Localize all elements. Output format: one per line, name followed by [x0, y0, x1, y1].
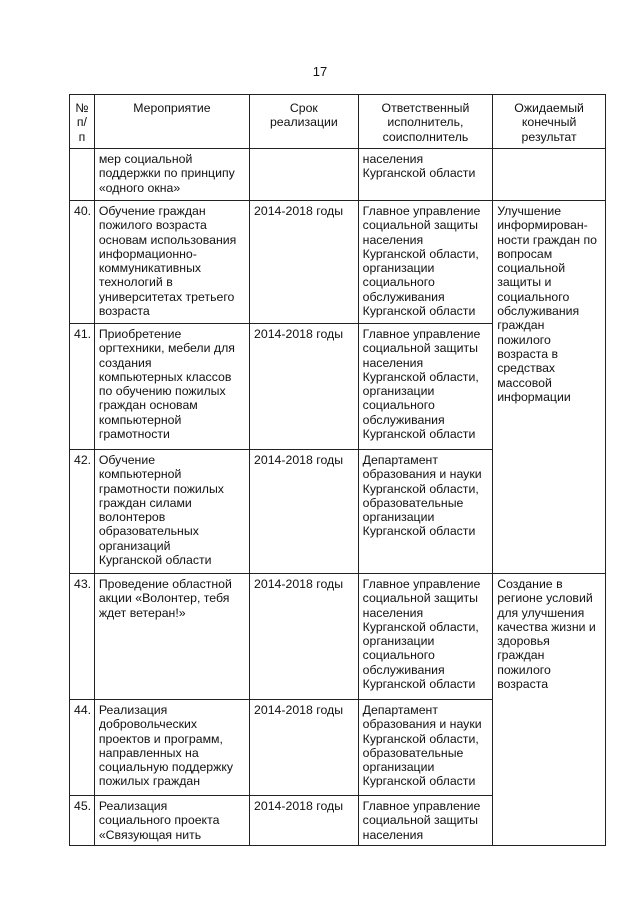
- row-executor: Главное управление социальной защиты населения Курганской области, организации социального обслуживания Курганской области: [358, 574, 493, 700]
- activities-table: [69, 94, 606, 846]
- header-num: № п/п: [70, 95, 95, 149]
- row-executor: Департамент образования и науки Курганской области, образовательные организации Курганской области: [358, 700, 493, 796]
- row-num: 43.: [70, 574, 95, 700]
- table-row: [70, 149, 606, 201]
- row-activity: мер социальной поддержки по принципу «одного окна»: [94, 149, 249, 201]
- header-result: Ожидаемый конечный результат: [493, 95, 606, 149]
- table-header-row: [70, 95, 606, 149]
- header-term: Срок реализации: [250, 95, 359, 149]
- row-executor: населения Курганской области: [358, 149, 493, 201]
- row-num: 44.: [70, 700, 95, 796]
- row-num: 41.: [70, 324, 95, 450]
- row-term: 2014-2018 годы: [250, 796, 359, 846]
- row-term: 2014-2018 годы: [250, 324, 359, 450]
- row-activity: Обучение компьютерной грамотности пожилых граждан силами волонтеров образовательных организаций Курганской области: [94, 450, 249, 574]
- row-executor: Департамент образования и науки Курганской области, образовательные организации Курганской области: [358, 450, 493, 574]
- merged-result-information: Улучшение информирован- ности граждан по вопросам социальной защиты и социального обслуживания граждан пожилого возраста в средствах массовой информации: [493, 201, 606, 574]
- row-executor: Главное управление социальной защиты населения: [358, 796, 493, 846]
- row-num: 45.: [70, 796, 95, 846]
- page-number: 17: [312, 64, 328, 79]
- row-num: 42.: [70, 450, 95, 574]
- row-activity: Обучение граждан пожилого возраста основам использования информационно- коммуникативных технологий в университетах третьего возраста: [94, 201, 249, 324]
- row-term: 2014-2018 годы: [250, 700, 359, 796]
- header-activity: Мероприятие: [94, 95, 249, 149]
- row-activity: Проведение областной акции «Волонтер, тебя ждет ветеран!»: [94, 574, 249, 700]
- row-executor: Главное управление социальной защиты населения Курганской области, организации социального обслуживания Курганской области: [358, 201, 493, 324]
- table-row: [70, 201, 606, 324]
- row-activity: Реализация добровольческих проектов и программ, направленных на социальную поддержку пожилых граждан: [94, 700, 249, 796]
- row-executor: Главное управление социальной защиты населения Курганской области, организации социального обслуживания Курганской области: [358, 324, 493, 450]
- table-row: [70, 574, 606, 700]
- row-activity: Реализация социального проекта «Связующая нить: [94, 796, 249, 846]
- row-num: 40.: [70, 201, 95, 324]
- row-num: [70, 149, 95, 201]
- row-term: 2014-2018 годы: [250, 450, 359, 574]
- row-result: [493, 149, 606, 201]
- merged-result-quality-of-life: Создание в регионе условий для улучшения качества жизни и здоровья граждан пожилого возраста: [493, 574, 606, 846]
- header-executor: Ответственный исполнитель, соисполнитель: [358, 95, 493, 149]
- row-term: 2014-2018 годы: [250, 201, 359, 324]
- row-term: [250, 149, 359, 201]
- row-activity: Приобретение оргтехники, мебели для создания компьютерных классов по обучению пожилых граждан основам компьютерной грамотности: [94, 324, 249, 450]
- row-term: 2014-2018 годы: [250, 574, 359, 700]
